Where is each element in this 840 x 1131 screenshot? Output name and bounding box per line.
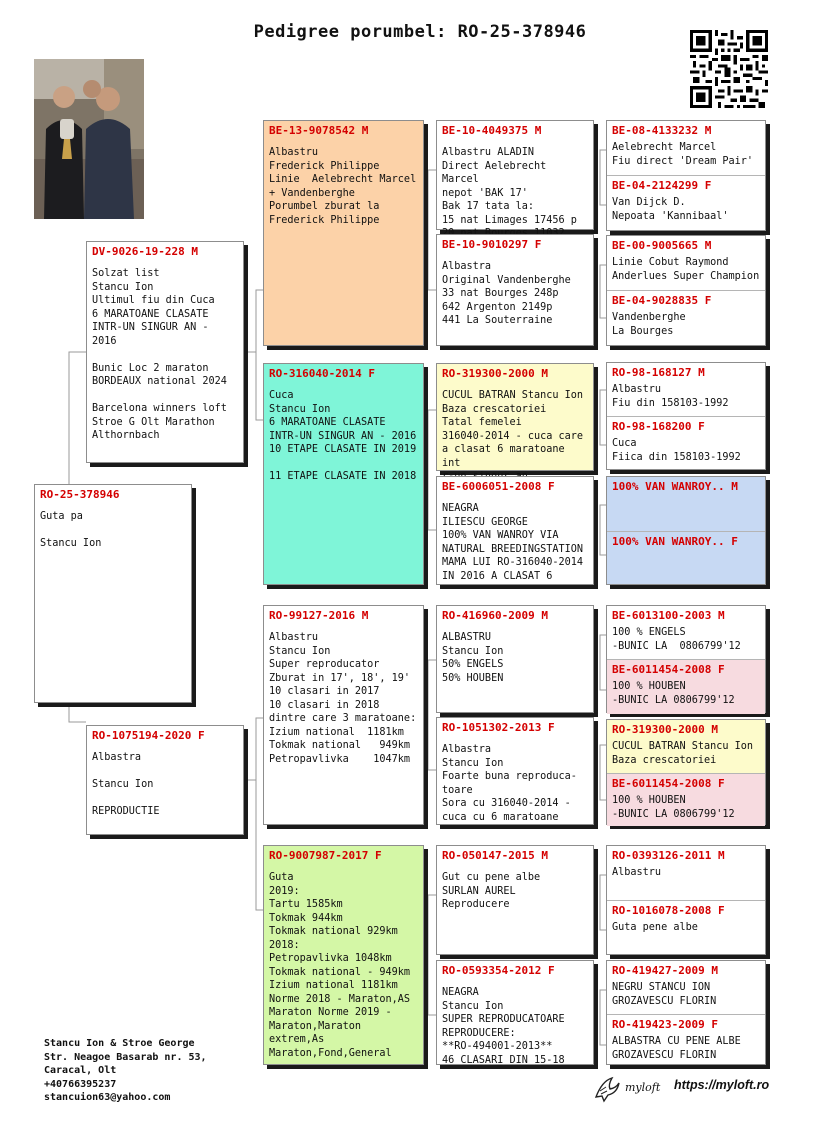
pigeon-details: Vandenberghe La Bourges: [612, 312, 686, 337]
ring-number: RO-416960-2009 M: [442, 609, 548, 622]
ring-number: RO-1016078-2008 F: [612, 904, 725, 917]
pigeon-details: 100 % HOUBEN -BUNIC LA 0806799'12: [612, 795, 735, 820]
pigeon-card-g4-8[interactable]: [436, 960, 594, 1065]
pigeon-card-g4-2[interactable]: [436, 234, 594, 346]
pigeon-card-g4-6[interactable]: [436, 717, 594, 825]
pigeon-card-g4-7[interactable]: [436, 845, 594, 955]
breeder-street: Str. Neagoe Basarab nr. 53,: [44, 1051, 207, 1063]
pigeon-slot-sire[interactable]: [607, 121, 765, 175]
ring-number: RO-25-378946: [40, 488, 120, 501]
ring-number: BE-08-4133232 M: [612, 124, 712, 137]
pigeon-card-g4-5[interactable]: [436, 605, 594, 713]
breeder-city: Caracal, Olt: [44, 1065, 117, 1077]
pigeon-slot-dam[interactable]: [607, 175, 765, 232]
pigeon-pair-card-1[interactable]: [606, 120, 766, 231]
pigeon-pair-card-5[interactable]: [606, 605, 766, 713]
pigeon-slot-sire[interactable]: [607, 236, 765, 290]
pigeon-pair-card-8[interactable]: [606, 960, 766, 1065]
pigeon-details: 100 % ENGELS -BUNIC LA 0806799'12: [612, 627, 741, 652]
pigeon-card-sire-dam[interactable]: [263, 363, 424, 585]
pigeon-slot-sire[interactable]: [607, 606, 765, 659]
ring-number: BE-6011454-2008 F: [612, 777, 725, 790]
pigeon-details: Solzat list Stancu Ion Ultimul fiu din Cuca 6 MARATOANE CLASATE INTR-UN SINGUR AN - 2016 Bunic Loc 2 maraton BORDEAUX national 2024 Barcelona winners loft Stroe G Olt Marathon Althornbach: [92, 268, 227, 441]
ring-number: RO-0593354-2012 F: [442, 964, 555, 977]
pigeon-card-sire-sire[interactable]: [263, 120, 424, 346]
pigeon-card-g4-1[interactable]: [436, 120, 594, 230]
myloft-brand: [592, 1075, 770, 1103]
pigeon-slot-sire[interactable]: [607, 720, 765, 773]
pigeon-slot-dam[interactable]: [607, 773, 765, 826]
pigeon-details: Van Dijck D. Nepoata 'Kannibaal': [612, 197, 729, 222]
pigeon-pair-card-2[interactable]: [606, 235, 766, 346]
pigeon-details: NEAGRA Stancu Ion SUPER REPRODUCATOARE REPRODUCERE: **RO-494001-2013** 46 CLASARI DIN 15-18: [442, 987, 565, 1066]
breeder-contact: [44, 1037, 207, 1105]
brand-url[interactable]: https://myloft.ro: [674, 1078, 770, 1092]
ring-number: RO-98-168200 F: [612, 420, 705, 433]
ring-number: RO-99127-2016 M: [269, 609, 369, 622]
pigeon-slot-sire[interactable]: [607, 477, 765, 531]
pigeon-card-sire[interactable]: [86, 241, 244, 463]
ring-number: RO-1051302-2013 F: [442, 721, 555, 734]
ring-number: 100% VAN WANROY.. M: [612, 480, 738, 493]
ring-number: RO-319300-2000 M: [612, 723, 718, 736]
pigeon-details: Guta pa Stancu Ion: [40, 511, 102, 549]
ring-number: RO-1075194-2020 F: [92, 729, 205, 742]
pigeon-card-main[interactable]: [34, 484, 192, 703]
pigeon-details: ALBASTRU Stancu Ion 50% ENGELS 50% HOUBEN: [442, 632, 504, 684]
pigeon-pair-card-4[interactable]: [606, 476, 766, 585]
pigeon-slot-sire[interactable]: [607, 961, 765, 1014]
brand-name: myloft: [625, 1081, 661, 1094]
breeder-names: Stancu Ion & Stroe George: [44, 1038, 195, 1049]
pigeon-slot-dam[interactable]: [607, 900, 765, 956]
ring-number: RO-419427-2009 M: [612, 964, 718, 977]
ring-number: 100% VAN WANROY.. F: [612, 535, 738, 548]
pigeon-details: Albastru Stancu Ion Super reproducator Zburat in 17', 18', 19' 10 clasari in 2017 10 clasari in 2018 dintre care 3 maratoane: Izium national 1181km Tokmak national 949km Petropavlivka 1047km: [269, 632, 417, 765]
pigeon-slot-sire[interactable]: [607, 846, 765, 900]
ring-number: RO-419423-2009 F: [612, 1018, 718, 1031]
pigeon-card-dam-dam[interactable]: [263, 845, 424, 1065]
pigeon-details: Guta pene albe: [612, 922, 698, 933]
ring-number: BE-13-9078542 M: [269, 124, 369, 137]
ring-number: DV-9026-19-228 M: [92, 245, 198, 258]
ring-number: RO-050147-2015 M: [442, 849, 548, 862]
pigeon-details: Gut cu pene albe SURLAN AUREL Reproducere: [442, 872, 541, 910]
pigeon-details: Guta 2019: Tartu 1585km Tokmak 944km Tokmak national 929km 2018: Petropavlivka 1048km Tokmak national - 949km Izium national 1181km Norme 2018 - Maraton,AS Maraton Norme 2019 - Maraton,Maraton extrem,As Maraton,Fond,General: [269, 872, 411, 1059]
ring-number: RO-316040-2014 F: [269, 367, 375, 380]
pigeon-pair-card-3[interactable]: [606, 362, 766, 470]
ring-number: BE-10-4049375 M: [442, 124, 542, 137]
pigeon-details: Albastru Fiu din 158103-1992: [612, 384, 729, 409]
pigeon-pair-card-7[interactable]: [606, 845, 766, 955]
pigeon-details: Albastru: [612, 867, 662, 878]
pigeon-details: Cuca Stancu Ion 6 MARATOANE CLASATE INTR-UN SINGUR AN - 2016 10 ETAPE CLASATE IN 2019 11 ETAPE CLASATE IN 2018: [269, 390, 417, 482]
ring-number: RO-9007987-2017 F: [269, 849, 382, 862]
ring-number: RO-98-168127 M: [612, 366, 705, 379]
breeder-email[interactable]: stancuion63@yahoo.com: [44, 1092, 171, 1104]
ring-number: RO-0393126-2011 M: [612, 849, 725, 862]
ring-number: BE-04-9028835 F: [612, 294, 712, 307]
pigeon-pair-card-6[interactable]: [606, 719, 766, 825]
ring-number: BE-6013100-2003 M: [612, 609, 725, 622]
ring-number: BE-10-9010297 F: [442, 238, 542, 251]
pigeon-slot-sire[interactable]: [607, 363, 765, 416]
pigeon-details: ALBASTRA CU PENE ALBE GROZAVESCU FLORIN: [612, 1036, 741, 1061]
pigeon-card-dam[interactable]: [86, 725, 244, 835]
pigeon-details: Albastra Original Vandenberghe 33 nat Bourges 248p 642 Argenton 2149p 441 La Souterraine: [442, 261, 571, 326]
page-title: Pedigree porumbel: RO-25-378946: [253, 22, 587, 42]
pigeon-details: CUCUL BATRAN Stancu Ion Baza crescatoriei Tatal femelei 316040-2014 - cuca care a clasat 6 maratoane int: [442, 390, 584, 469]
pigeon-details: CUCUL BATRAN Stancu Ion Baza crescatoriei: [612, 741, 754, 766]
pigeon-details: Cuca Fiica din 158103-1992: [612, 438, 741, 463]
ring-number: BE-04-2124299 F: [612, 179, 712, 192]
pigeon-details: Linie Cobut Raymond Anderlues Super Champion: [612, 257, 760, 282]
pigeon-slot-dam[interactable]: [607, 1014, 765, 1066]
pigeon-slot-dam[interactable]: [607, 659, 765, 714]
pigeon-card-g4-3[interactable]: [436, 363, 594, 471]
pigeon-slot-dam[interactable]: [607, 531, 765, 586]
pigeon-details: Albastru Frederick Philippe Linie Aelebrecht Marcel + Vandenberghe Porumbel zburat la Frederick Philippe: [269, 147, 417, 226]
pigeon-details: Albastra Stancu Ion Foarte buna reproduca- toare Sora cu 316040-2014 - cuca cu 6 maratoane: [442, 744, 577, 823]
pigeon-details: NEAGRA ILIESCU GEORGE 100% VAN WANROY VIA NATURAL BREEDINGSTATION MAMA LUI RO-316040-2014 IN 2016 A CLASAT 6: [442, 503, 584, 582]
pigeon-slot-dam[interactable]: [607, 416, 765, 471]
pigeon-logo-icon: [592, 1075, 622, 1103]
breeder-phone[interactable]: +40766395237: [44, 1078, 117, 1090]
pigeon-details: NEGRU STANCU ION GROZAVESCU FLORIN: [612, 982, 717, 1007]
pigeon-details: Aelebrecht Marcel Fiu direct 'Dream Pair': [612, 142, 754, 167]
pigeon-slot-dam[interactable]: [607, 290, 765, 347]
pigeon-details: 100 % HOUBEN -BUNIC LA 0806799'12: [612, 681, 735, 706]
ring-number: RO-319300-2000 M: [442, 367, 548, 380]
ring-number: BE-6011454-2008 F: [612, 663, 725, 676]
pigeon-details: Albastru ALADIN Direct Aelebrecht Marcel nepot 'BAK 17' Bak 17 tata la: 15 nat Limages 17456 p: [442, 147, 577, 226]
pigeon-card-g4-4[interactable]: [436, 476, 594, 585]
pigeon-card-dam-sire[interactable]: [263, 605, 424, 825]
ring-number: BE-00-9005665 M: [612, 239, 712, 252]
ring-number: BE-6006051-2008 F: [442, 480, 555, 493]
pigeon-details: Albastra Stancu Ion REPRODUCTIE: [92, 752, 160, 817]
